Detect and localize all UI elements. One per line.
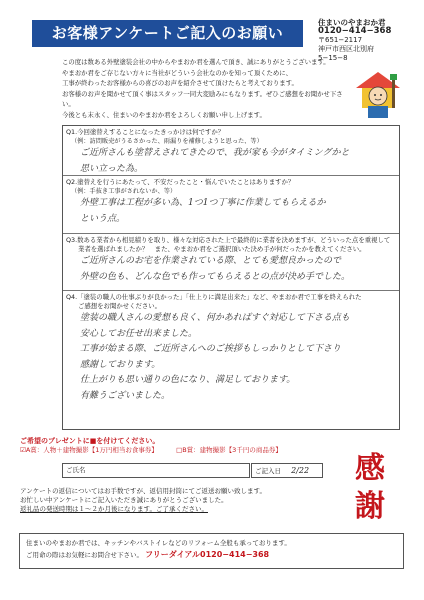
divider	[63, 233, 399, 234]
survey-box	[62, 125, 400, 430]
answer-line: ご近所さんも塗替えされてきたので、我が家も今がタイミングかと	[80, 148, 350, 158]
answer-line: 安心してお任せ出来ました。	[80, 328, 198, 339]
intro-line: 今後とも末永く、住まいのやまおか君をよろしくお願い申し上げます。	[62, 110, 266, 119]
footer-box	[19, 533, 404, 569]
answer-line: 塗装の職人さんの愛想も良く、何かあればすぐ対応して下さる点も	[80, 313, 350, 323]
name-value	[86, 466, 94, 474]
question-1	[66, 128, 396, 177]
footer-line: 住まいのやまおか君では、キッチンやバストイレなどのリフォーム全般も承っております。	[26, 539, 291, 547]
mascot-illustration	[348, 66, 408, 122]
footer-line: ご用命の際はお気軽にお問合せ下さい。	[26, 551, 143, 559]
answer-line: という点。	[80, 213, 126, 224]
intro-line: この度は数ある外壁塗装会社の中からやまおか君を選んで頂き、誠にありがとうございます。	[62, 58, 330, 66]
question-4-text-cont: ご感想をお聞かせください。	[78, 302, 162, 310]
company-address-line: 〒651−2117	[318, 36, 363, 44]
notes-text	[20, 487, 330, 514]
intro-line: お客様のお声を聞かせて頂く事はスタッフ一同大変励みにもなります。ぜひご感想をお聞かせ下さい。	[62, 89, 343, 109]
kansha-stamp: 感謝	[355, 451, 385, 524]
page-title: お客様アンケートご記入のお願い	[32, 20, 303, 47]
date-value: 2/22	[291, 466, 310, 475]
gift-option-a[interactable]: ☑A賞：人物＋建物撮影【1万円相当お食事券】	[20, 446, 158, 454]
divider	[63, 175, 399, 176]
intro-text	[62, 57, 344, 121]
question-3-text: Q3.数ある業者から相見積りを取り、様々な対応された上で最終的に業者を決めますが、どういった点を重視して	[66, 236, 391, 244]
answer-line: 思い立った為。	[80, 163, 144, 174]
date-label: ご記入日	[255, 467, 281, 475]
name-field[interactable]	[62, 463, 250, 478]
question-3	[66, 236, 396, 285]
note-line: お忙しい中アンケートにご記入いただき誠にありがとうございました。	[20, 496, 228, 504]
answer-line: 感謝しております。	[80, 359, 161, 370]
answer-line: ご近所さんのお宅を作業されている際、とても愛想良かったので	[80, 256, 342, 266]
answer-line: 仕上がりも思い通りの色になり、満足しております。	[80, 375, 296, 385]
gift-option-b[interactable]: □B賞：建物撮影【3千円の商品券】	[176, 446, 282, 454]
question-1-example: （例：訪問販売がうるさかった、雨漏りを補修しようと思った、等）	[71, 138, 263, 145]
name-label: ご氏名	[66, 466, 86, 474]
question-2-text: Q2.塗替えを行うにあたって、不安だったこと・悩んでいたことはありますか？	[66, 178, 295, 186]
question-4-answer	[66, 311, 396, 404]
gift-label: ご希望のプレゼントに■を付けてください。	[20, 437, 160, 445]
answer-line: 外壁工事は工程が多い為、1つ1つ丁寧に作業してもらえるか	[80, 198, 326, 208]
question-4	[66, 293, 396, 404]
intro-line: 工事が終わったお客様からの喜びのお声を紹介させて頂けたらと考えております。	[62, 79, 298, 88]
company-address-line: 5−15−8	[318, 54, 348, 62]
question-4-text: Q4.「塗装の職人の仕事ぶりが良かった」「仕上りに満足出来た」など、やまおか君で工事を終えられた	[66, 293, 362, 301]
question-2-example: （例：手抜き工事がされないか、等）	[71, 188, 177, 195]
footer-phone: フリーダイアル0120−414−368	[145, 550, 270, 559]
company-address-line: 神戸市西区北別府	[318, 45, 374, 53]
company-phone: 0120−414−368	[318, 26, 392, 36]
question-2-answer	[66, 196, 396, 227]
answer-line: 工事が始まる際、ご近所さんへのご挨拶もしっかりとして下さり	[80, 344, 341, 354]
intro-line: やまおか君をご存じない方々に当社がどういう会社なのかを知って頂くために、	[62, 68, 293, 77]
question-3-answer	[66, 254, 396, 285]
company-name: 住まいのやまおか君	[318, 18, 386, 27]
question-3-text-cont: 業者を選ばれましたか？ また、やまおか君をご選択頂いた決め手が何だったかを教えてください。	[78, 245, 366, 253]
answer-line: 有難うございました。	[80, 390, 171, 401]
date-field[interactable]	[251, 463, 323, 478]
answer-line: 外壁の色も、どんな色でも作ってもらえるとの点が決め手でした。	[80, 271, 351, 282]
question-1-answer	[66, 146, 396, 177]
gift-section	[20, 437, 340, 455]
note-line: 返礼品の発送時期は１〜２か月後になります。ご了承ください。	[20, 505, 208, 513]
divider	[63, 290, 399, 291]
note-line: アンケートの返信についてはお手数ですが、返信用封筒にてご返送お願い致します。	[20, 487, 266, 495]
question-2	[66, 178, 396, 227]
question-1-text: Q1.今回塗替えすることになったきっかけは何ですか？	[66, 128, 225, 136]
